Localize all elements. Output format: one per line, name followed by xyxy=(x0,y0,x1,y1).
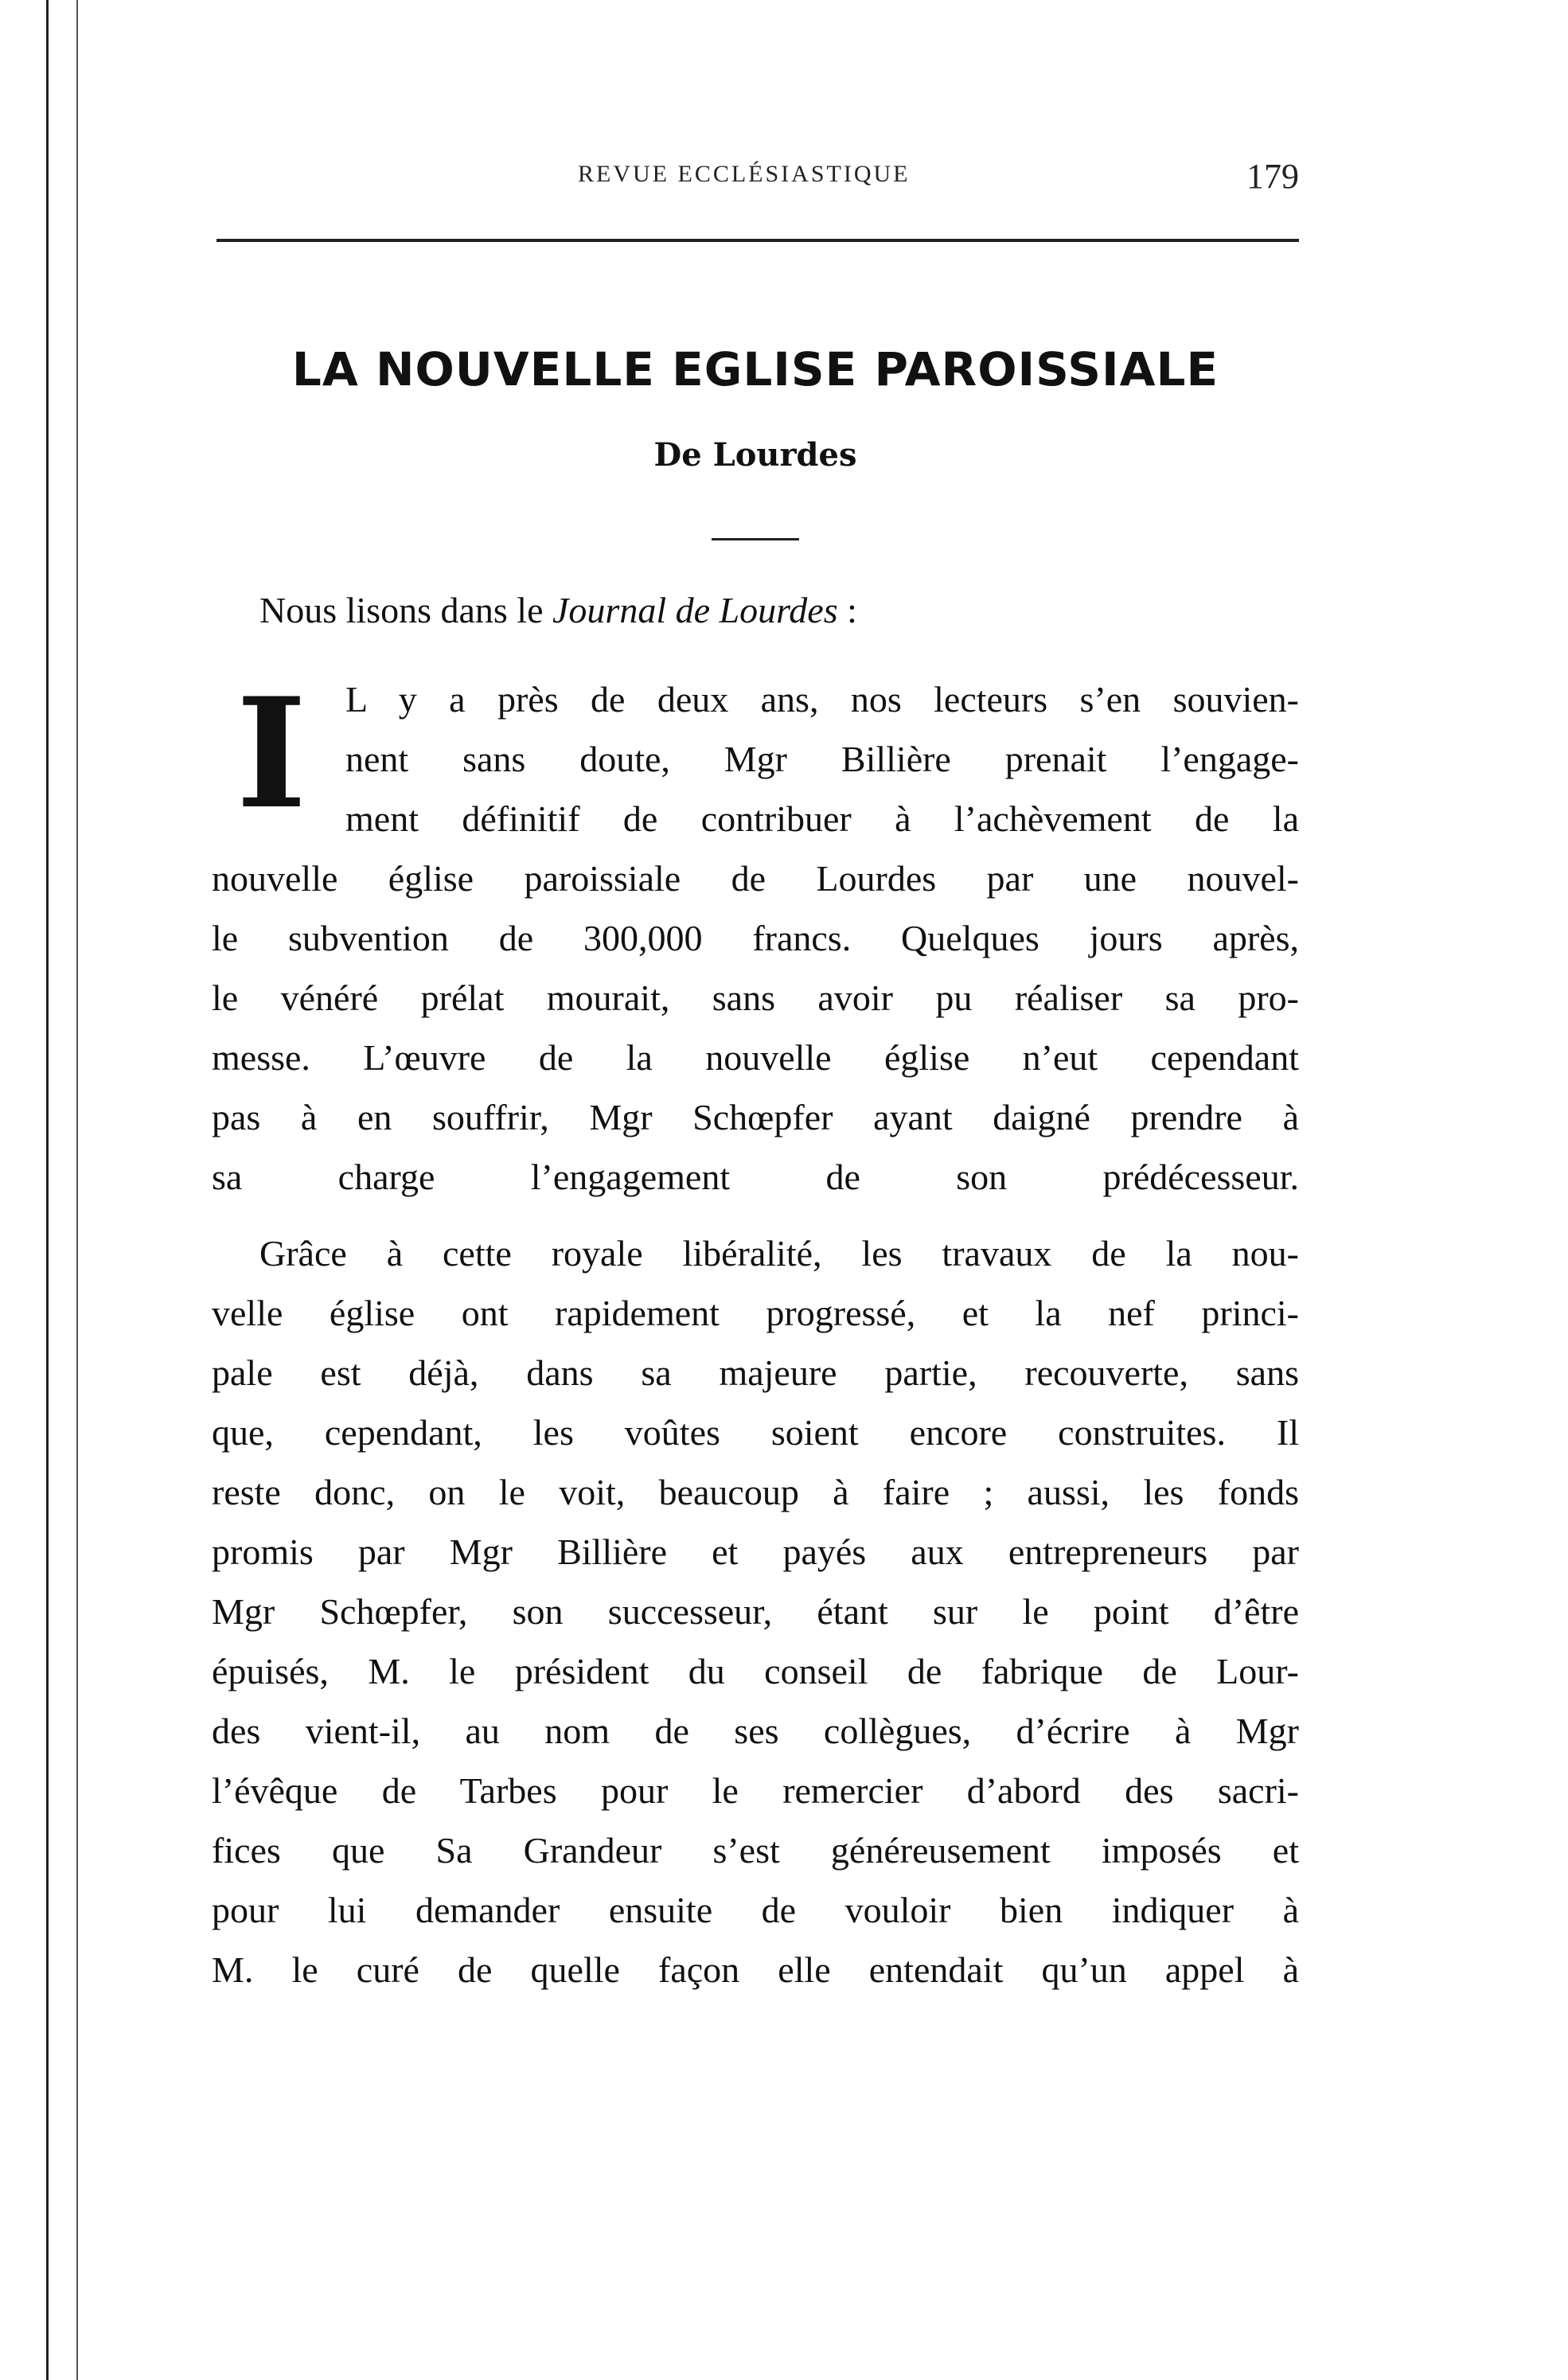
paragraph-line: L y a près de deux ans, nos lecteurs s’en souvien- xyxy=(345,679,1299,720)
paragraph-line: que, cependant, les voûtes soient encore construites. Il xyxy=(212,1412,1299,1453)
intro-colon: : xyxy=(837,590,857,630)
paragraph-line: l’évêque de Tarbes pour le remercier d’abord des sacri- xyxy=(212,1770,1299,1811)
binding-line xyxy=(76,0,78,2380)
paragraph-line: épuisés, M. le président du conseil de fabrique de Lour- xyxy=(212,1651,1299,1691)
paragraph-line: le vénéré prélat mourait, sans avoir pu réaliser sa pro- xyxy=(212,977,1299,1018)
article-title: LA NOUVELLE EGLISE PAROISSIALE xyxy=(291,342,1219,396)
header-title: REVUE ECCLÉSIASTIQUE xyxy=(578,161,911,187)
paragraph-line: velle église ont rapidement progressé, et la nef princi- xyxy=(212,1293,1299,1333)
title-rule xyxy=(712,538,799,540)
page-number: 179 xyxy=(1246,157,1299,196)
paragraph-line: pas à en souffrir, Mgr Schœpfer ayant daigné prendre à xyxy=(212,1097,1299,1137)
paragraph-line: pale est déjà, dans sa majeure partie, recouverte, sans xyxy=(212,1352,1299,1393)
article-subtitle: De Lourdes xyxy=(653,436,857,474)
binding-line xyxy=(46,0,49,2380)
paragraph-line: des vient-il, au nom de ses collègues, d’écrire à Mgr xyxy=(212,1711,1299,1751)
header-rule xyxy=(216,239,1299,242)
paragraph-line: nent sans doute, Mgr Billière prenait l’engage- xyxy=(345,739,1299,779)
intro-text: Nous lisons dans le xyxy=(259,590,544,630)
paragraph-line: nouvelle église paroissiale de Lourdes par une nouvel- xyxy=(212,858,1299,899)
paragraph-line: pour lui demander ensuite de vouloir bien indiquer à xyxy=(212,1890,1299,1930)
running-head xyxy=(212,156,1299,204)
paragraph-line: sa charge l’engagement de son prédécesseur. xyxy=(212,1157,1299,1197)
paragraph-line: fices que Sa Grandeur s’est généreusement imposés et xyxy=(212,1830,1299,1871)
drop-cap-letter: I xyxy=(236,665,307,842)
paragraph-line: messe. L’œuvre de la nouvelle église n’eut cependant xyxy=(212,1037,1299,1078)
binding-edge xyxy=(0,0,88,2380)
paragraph-line: Grâce à cette royale libéralité, les travaux de la nou- xyxy=(259,1233,1299,1274)
drop-cap xyxy=(212,665,331,842)
paragraph-line: ment définitif de contribuer à l’achèvement de la xyxy=(345,798,1299,839)
paragraph-line: reste donc, on le voit, beaucoup à faire ; aussi, les fonds xyxy=(212,1472,1299,1512)
paragraph-line: le subvention de 300,000 francs. Quelques jours après, xyxy=(212,918,1299,958)
intro-source: Journal de Lourdes xyxy=(552,590,838,630)
paragraph-line: M. le curé de quelle façon elle entendait qu’un appel à xyxy=(212,1949,1299,1990)
paragraph-line: promis par Mgr Billière et payés aux entrepreneurs par xyxy=(212,1531,1299,1572)
paragraph-line: Mgr Schœpfer, son successeur, étant sur le point d’être xyxy=(212,1591,1299,1632)
